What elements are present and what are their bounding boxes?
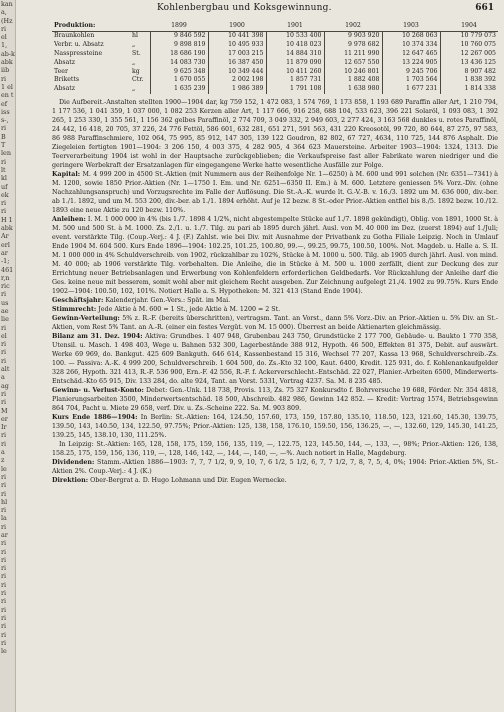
margin-fragment: le [1,647,7,656]
table-cell: 10 760 075 [440,41,498,50]
table-cell: 16 387 450 [208,59,266,68]
margin-fragment: uf [1,182,8,191]
table-row [52,50,498,59]
margin-fragment: ri [1,622,7,631]
margin-fragment: Ir [1,423,7,432]
running-title: Kohlenbergbau und Koksgewinnung. [157,3,332,13]
table-cell: 1 814 338 [440,85,498,94]
margin-fragment: T [1,141,6,150]
page-header [52,2,498,16]
margin-fragment: (Hz [1,16,13,25]
margin-fragment: ri [1,472,7,481]
table-row [52,76,498,85]
section-label: Stimmrecht: [52,306,97,314]
section-label: Kapital: [52,171,81,179]
section-label: Gewinn- u. Verlust-Konto: [52,387,144,395]
paragraph-text: I. M. 1 000 000 in 4% (bis 1./7. 1898 4 1/2%, nicht abgestempelte Stücke auf 1./7. 1898 gekündigt), Oblig. von 1891, 1000 St. à M. 500 und 500 St. à M. 1000. Zs. 2./1. u. 1./7. Tilg. zu pari ab 1895 durch jährl. Ausl. von M. 40 000 im Dez. (zuerst 1894) auf 1./Juli; event. verstärkte Tilg. (Coup.-Verj.: 4 J. (F.) Zahlst. wie bei Div. mit Ausnahme der Privatbank zu Gotha Filiale Leipzig. Noch in Umlauf Ende 1904 M. 604 500. Kurs Ende 1896—1904: 102.25, 101.25, 100.80, 99.—, 99.25, 99.75, 100.50, 100%. Not. Magdeb. u. Halle a. S. II. M. 1 000 000 in 4% Schuldverschreib. von 1902, rückzahlbar zu 102%, Stücke à M. 1000 u. 500. Tilg. ab 1905 durch jährl. Ausl. von mind. M. 40 000; ab 1906 verstärkte Tilg. vorbehalten. Die Anleihe, die in Stücke à M. 500 u. 1000 zerfällt, dient zur Deckung des zur Errichtung neuer Betriebsanlagen und Erwerbung von Kohlenfeldern erforderlichen Geldbedarfs. Vor Rückzahlung der Anleihe darf die Ges. keine neue mit besserem, somit wohl aber mit gleichem Recht ausgeben. Zur Zeichnung aufgelegt 21./4. 1902 zu 99.75%. Kurs Ende 1902—1904: 100.50, 102, 101%. Notiert Halle a. S. Hypotheken: M. 321 413 (Stand Ende 1904). [52,216,498,296]
margin-fragment: ri [1,522,7,531]
margin-fragment: el [1,331,7,340]
row-unit: kg [132,67,140,75]
margin-fragment: a [1,373,5,382]
table-row [52,59,498,68]
paragraph [52,386,498,413]
margin-fragment: B [1,132,6,141]
margin-fragment: er [1,414,8,423]
margin-fragment: le [1,464,7,473]
paragraph [52,476,498,485]
table-cell: 17 003 215 [208,50,266,59]
section-label: Geschäftsjahr: [52,297,104,305]
paragraph [52,413,498,440]
table-cell: 1 638 980 [324,85,382,94]
margin-fragment: H 1 [1,215,13,224]
margin-fragment: ri [1,389,7,398]
paragraph-text: Debet: Gen.-Unk. 118 738, Provis. 113, Zs. 75 327 Konkursdto f. Bohrversuche 19 688, Förder. Nr. 354 4818, Planierungsarbeiten 3500, Minderwertsentschäd. 18 500, Abschreib. 482 986, Gewinn 142 852. — Kredit: Vortrag 1574, Betriebsgewinn 864 704, Pacht u. Miete 29 658, verf. Div. u. Zs.-Scheine 222. Sa. M. 903 809. [52,387,498,413]
margin-fragment: Ar [1,232,9,241]
row-label: Absatz [54,58,76,66]
paragraph-text: Ober-Bergrat a. D. Hugo Lohmann und Dir. Eugen Wernecke. [90,477,287,485]
margin-fragment: ri [1,572,7,581]
table-cell: 10 246 801 [324,68,382,77]
margin-fragment: ri [1,589,7,598]
margin-fragment: ri [1,638,7,647]
paragraph-text: Aktiva: Grundbes. 1 407 948, Grubenbau 243 750, Grundstücke 2 177 700, Gebäude- u. Baukto 1 770 358, Utensil. u. Masch. 1 498 403, Wege u. Bahnen 532 300, Lagerbestände 388 912, Hypoth. 46 500, Effekten 81 375, Debit. auf auswärt. Werke 69 969, do. Bankgut. 425 609 Bankguth. 646 614, Kassenbestand 15 316, Wechsel 77 207, Kassa 13 968, Schuldverschreib.-Zs. 100. — Passiva: A.-K. 4 999 200, Schuldverschreib. 1 604 500, do. Zs.-Kto 32 100, Kaut. 6400, Kredit. 125 931, do. f. Kohlenankaufgelder 328 266, Hypoth. 321 413, R.-F. 536 900, Ern.-F. 42 556, R.-F. f. Ackerverschlecht.-Entschäd. 22 027, Planier.-Arbeiten 6500, Minderwerts-Entschäd.-Kto 65 915, Div. 133 284, do. alte 924, Tant. an Vorst. 5331, Vortrag 4237. Sa. M. 8 235 485. [52,333,498,386]
margin-fragment: ri [1,439,7,448]
table-cell: 1 791 108 [266,85,324,94]
section-label: Dividenden: [52,459,95,467]
table-cell: 9 625 348 [150,68,208,77]
margin-fragment: len [1,149,11,158]
row-unit: „ [132,58,136,66]
margin-fragment: kl [1,174,7,183]
row-label: Nasspressteine [54,49,103,57]
table-cell: 12 647 465 [382,50,440,59]
margin-fragment: iss [1,107,10,116]
table-cell: 14 884 310 [266,50,324,59]
row-unit: „ [132,40,136,48]
margin-fragment: lie [1,315,9,324]
margin-fragment: ri [1,539,7,548]
table-cell: 13 224 905 [382,59,440,68]
table-cell: 10 411 260 [266,68,324,77]
margin-fragment: ar [1,531,8,539]
table-cell: 8 907 482 [440,68,498,77]
row-unit: St. [132,49,141,57]
production-table [52,22,498,94]
margin-fragment: ri [1,489,7,498]
table-row [52,85,498,94]
margin-fragment: ri [1,630,7,639]
margin-fragment: ef [1,99,8,108]
table-cell: 10 349 444 [208,68,266,77]
paragraph-text: In Leipzig: St.-Aktien: 165, 128, 158, 175, 159, 156, 135, 119, —, 122.75, 123, 145.50, 144, —, 133, —, 98%; Prior.-Aktien: 126, 138, 158.25, 175, 159, 156, 136, 119, —, 128, 146, 142, —, 144, —, 140, —, —%. Auch notiert in Halle, Magdeburg. [52,441,498,458]
table-cell: 11 211 990 [324,50,382,59]
margin-fragment: en t [1,91,14,100]
margin-fragment: ri [1,564,7,573]
margin-fragment: ri [1,24,7,33]
table-cell: 1 838 392 [440,76,498,85]
paragraph [52,98,498,170]
margin-fragment: ar [1,248,8,257]
section-label: Direktion: [52,477,89,485]
margin-fragment: 1, [1,41,8,50]
page-number: 661 [475,3,494,13]
row-unit: „ [132,85,136,93]
margin-fragment: hl [1,497,8,506]
table-cell: 1 986 389 [208,85,266,94]
table-cell: 13 436 125 [440,59,498,68]
row-label: Briketts [54,76,80,84]
table-cell: 9 978 682 [324,41,382,50]
margin-fragment: ri [1,199,7,208]
margin-fragment: ri [1,398,7,407]
paragraph-text: In Berlin: St.-Aktien: 164, 124.50, 157.60, 173, 159, 157.80, 135.10, 118.50, 123, 121.60, 145.30, 139.75, 139.50, 143, 140.50, 134, 122.50, 97.75%; Prior.-Aktien: 125, 138, 158, 176.10, 159.50, 156, 136.25, —, —, 132.60, 129, 145.30, 141.25, 139.25, 145, 138.10, 130, 111.25%. [52,414,498,440]
margin-fragment: ri [1,597,7,606]
table-cell: 1 677 231 [382,85,440,94]
production-header-row [52,22,498,31]
paragraph [52,296,498,305]
table-cell: 12 267 005 [440,50,498,59]
margin-fragment: a, [1,8,7,17]
year-header: 1900 [229,22,245,29]
margin-fragment: ri [1,74,7,83]
margin-fragment: iib [1,66,10,75]
row-label: Teer [54,67,68,75]
year-header: 1899 [171,22,187,29]
table-row [52,41,498,50]
paragraph [52,215,498,296]
margin-fragment: ag [1,381,9,390]
table-cell: 9 846 592 [150,31,208,40]
margin-fragment: a [1,448,5,457]
margin-fragment: ri [1,605,7,614]
production-label: Produktion: [54,22,96,29]
margin-fragment: 461 [1,265,14,274]
table-row [52,31,498,40]
margin-fragment: kan [1,0,13,8]
table-cell: 14 083 730 [150,59,208,68]
margin-fragment: alt [1,365,10,374]
paragraph [52,305,498,314]
paragraph-text: M. 4 999 200 in 4500 St.-Aktien (mit Nummern aus der Reihenfolge Nr. 1—6250) à M. 600 und 991 solchen (Nr. 6351—7341) à M. 1200, sowie 1850 Prior.-Aktien (Nr. 1—1750 I. Em. und Nr. 6251—6350 II. Em.) à M. 600. Letztere geniessen 5% Vorz.-Div. (ohne Nachzahlungsanspruch) und Vorzugsrechte im Falle der Auflösung. Die St.-A.-K. wurde lt. G.-V.-B. v. 16./3. 1892 um M. 636 000, div.-ber. ab 1./1. 1892, und um M. 553 200, div.-ber. ab 1./1. 1894 erhöht. Auf je 12 bezw. 8 St.-oder Prior.-Aktien entfiel bis 8./5. 1892 bezw. 10./12. 1893 eine neue Aktie zu 120 bezw. 110%. [52,171,498,215]
table-cell: 18 686 190 [150,50,208,59]
company-report-text [52,98,498,485]
margin-fragment: ae [1,306,9,315]
margin-fragment: ri [1,431,7,440]
table-cell: 12 657 550 [324,59,382,68]
margin-fragment: ri [1,323,7,332]
page-content [52,2,498,485]
paragraph [52,440,498,458]
year-header: 1902 [345,22,361,29]
paragraph-text: Kalenderjahr. Gen.-Vers.: Spät. im Mai. [105,297,231,305]
margin-fragment: ric [1,282,10,291]
margin-fragment: ri [1,481,7,490]
paragraph [52,458,498,476]
margin-fragment: ab-k [1,49,15,58]
paragraph [52,332,498,386]
paragraph-text: Stamm.-Aktien 1886—1903: 7, 7, 7 1/2, 9, 9, 10, 7, 6 1/2, 5 1/2, 6, 7, 7 1/2, 7, 8, 7, 5, 4, 0%; 1904: Prior.-Aktien 5%, St.-Aktien 2%. Coup.-Verj.: 4 J. (K.) [52,459,498,476]
row-label: Braunkohlen [54,31,95,39]
margin-fragment: us [1,298,9,307]
section-label: Anleihen: [52,216,86,224]
margin-fragment: -1; [1,257,10,266]
margin-fragment: erl [1,240,10,249]
margin-fragment: s-, [1,116,9,125]
paragraph [52,314,498,332]
table-cell: 1 635 239 [150,85,208,94]
table-cell: 10 495 933 [208,41,266,50]
margin-fragment: ek [1,190,9,199]
table-cell: 10 533 400 [266,31,324,40]
adjacent-page-margin [0,0,16,712]
table-cell: 9 898 819 [150,41,208,50]
table-cell: 1 670 055 [150,76,208,85]
margin-fragment: r,n [1,273,10,282]
margin-fragment: ri [1,506,7,515]
table-cell: 1 703 564 [382,76,440,85]
table-cell: 9 245 706 [382,68,440,77]
table-cell: 10 418 023 [266,41,324,50]
margin-fragment: ri [1,555,7,564]
section-label: Bilanz am 31. Dez. 1904: [52,333,143,341]
margin-fragment: abk [1,58,13,67]
margin-fragment: z [1,456,5,465]
paragraph-text: Jede Aktie à M. 600 = 1 St., jede Aktie à M. 1200 = 2 St. [98,306,281,314]
table-cell: 10 268 063 [382,31,440,40]
margin-fragment: 1 el [1,82,13,91]
margin-fragment: ri [1,613,7,622]
table-cell: 10 441 398 [208,31,266,40]
table-cell: 9 903 920 [324,31,382,40]
margin-fragment: lt [1,165,6,174]
section-label: Gewinn-Verteilung: [52,315,120,323]
margin-fragment: el [1,33,7,42]
margin-fragment: ri [1,348,7,357]
margin-fragment: ri [1,340,7,349]
table-cell: 10 374 334 [382,41,440,50]
row-label: Absatz [54,85,76,93]
margin-fragment: ri [1,580,7,589]
table-cell: 10 779 073 [440,31,498,40]
production-body [52,31,498,94]
margin-fragment: la [1,514,7,523]
row-unit: hl [132,31,138,39]
margin-fragment: M [1,406,8,415]
section-label: Kurs Ende 1886—1904: [52,414,138,422]
table-cell: 11 879 090 [266,59,324,68]
table-cell: 2 002 198 [208,76,266,85]
table-cell: 1 857 731 [266,76,324,85]
year-header: 1901 [287,22,303,29]
margin-fragment: ri [1,207,7,216]
year-header: 1904 [461,22,477,29]
year-header: 1903 [403,22,419,29]
table-cell: 1 882 408 [324,76,382,85]
paragraph-text: 5% z. R.-F. (bereits überschritten), vertragsm. Tant. an Vorst., dann 5% Vorz.-Div. an Prior.-Aktien u. 5% Div. an St.-Aktien, vom Rest 5% Tant. an A.-R. (einer ein festes Vergüt. von M. 15 000). Überrest an beide Aktienarten gleichmässig. [52,315,498,332]
margin-fragment: ri [1,157,7,166]
paragraph [52,170,498,215]
margin-fragment: abk [1,224,13,233]
table-row [52,68,498,77]
margin-fragment: ri [1,124,7,133]
margin-fragment: ri [1,547,7,556]
row-unit: Ctr. [132,76,144,84]
row-label: Verbr. u. Absatz [54,40,104,48]
margin-fragment: ri [1,290,7,299]
paragraph-text: Die Aufbereit.-Anstalten stellten 1900—1904 dar, kg 759 152, 1 472 083, 1 574 769, 1 173 858, 1 193 689 Paraffin aller Art, 1 210 794, 1 177 536, 1 041 359, 1 037 000, 1 082 253 Kerzen aller Art, 1 117 666, 916 258, 688 104, 533 623, 396 221 Solaröl, 1 093 083, 1 392 265, 1 253 330, 1 355 561, 1 156 362 gelbes Paraffinöl, 2 774 709, 3 049 332, 2 949 603, 2 277 424, 3 163 568 dunkles u. rotes Paraffinöl, 24 442, 16 418, 20 705, 37 226, 24 776 Fettöl, 586 601, 632 281, 651 271, 591 563, 431 220 Kreosotöl, 99 720, 80 644, 87 275, 97 583, 86 988 Paraffinschmiere, 102 064, 75 995, 85 912, 147 305, 139 122 Goudron, 82 802, 67 727, 4634, 110 725, 144 876 Asphalt. Die Ziegeleien fertigten 1901—1904: 3 206 150, 4 003 375, 4 282 905, 4 364 623 Mauersteine. Arbeiter 1903—1904: 1324, 1313. Die Teerverarbeitung 1904 ist wohl in der Hauptsache zurückgeblieben; die Verkaufspreise fast aller Fabrikate waren niedriger und die geringere Werbekraft der Ersatzanlagen für eingegangene Werke hatte wesentliche Ausfälle zur Folge. [52,99,498,170]
margin-fragment: ri [1,356,7,365]
